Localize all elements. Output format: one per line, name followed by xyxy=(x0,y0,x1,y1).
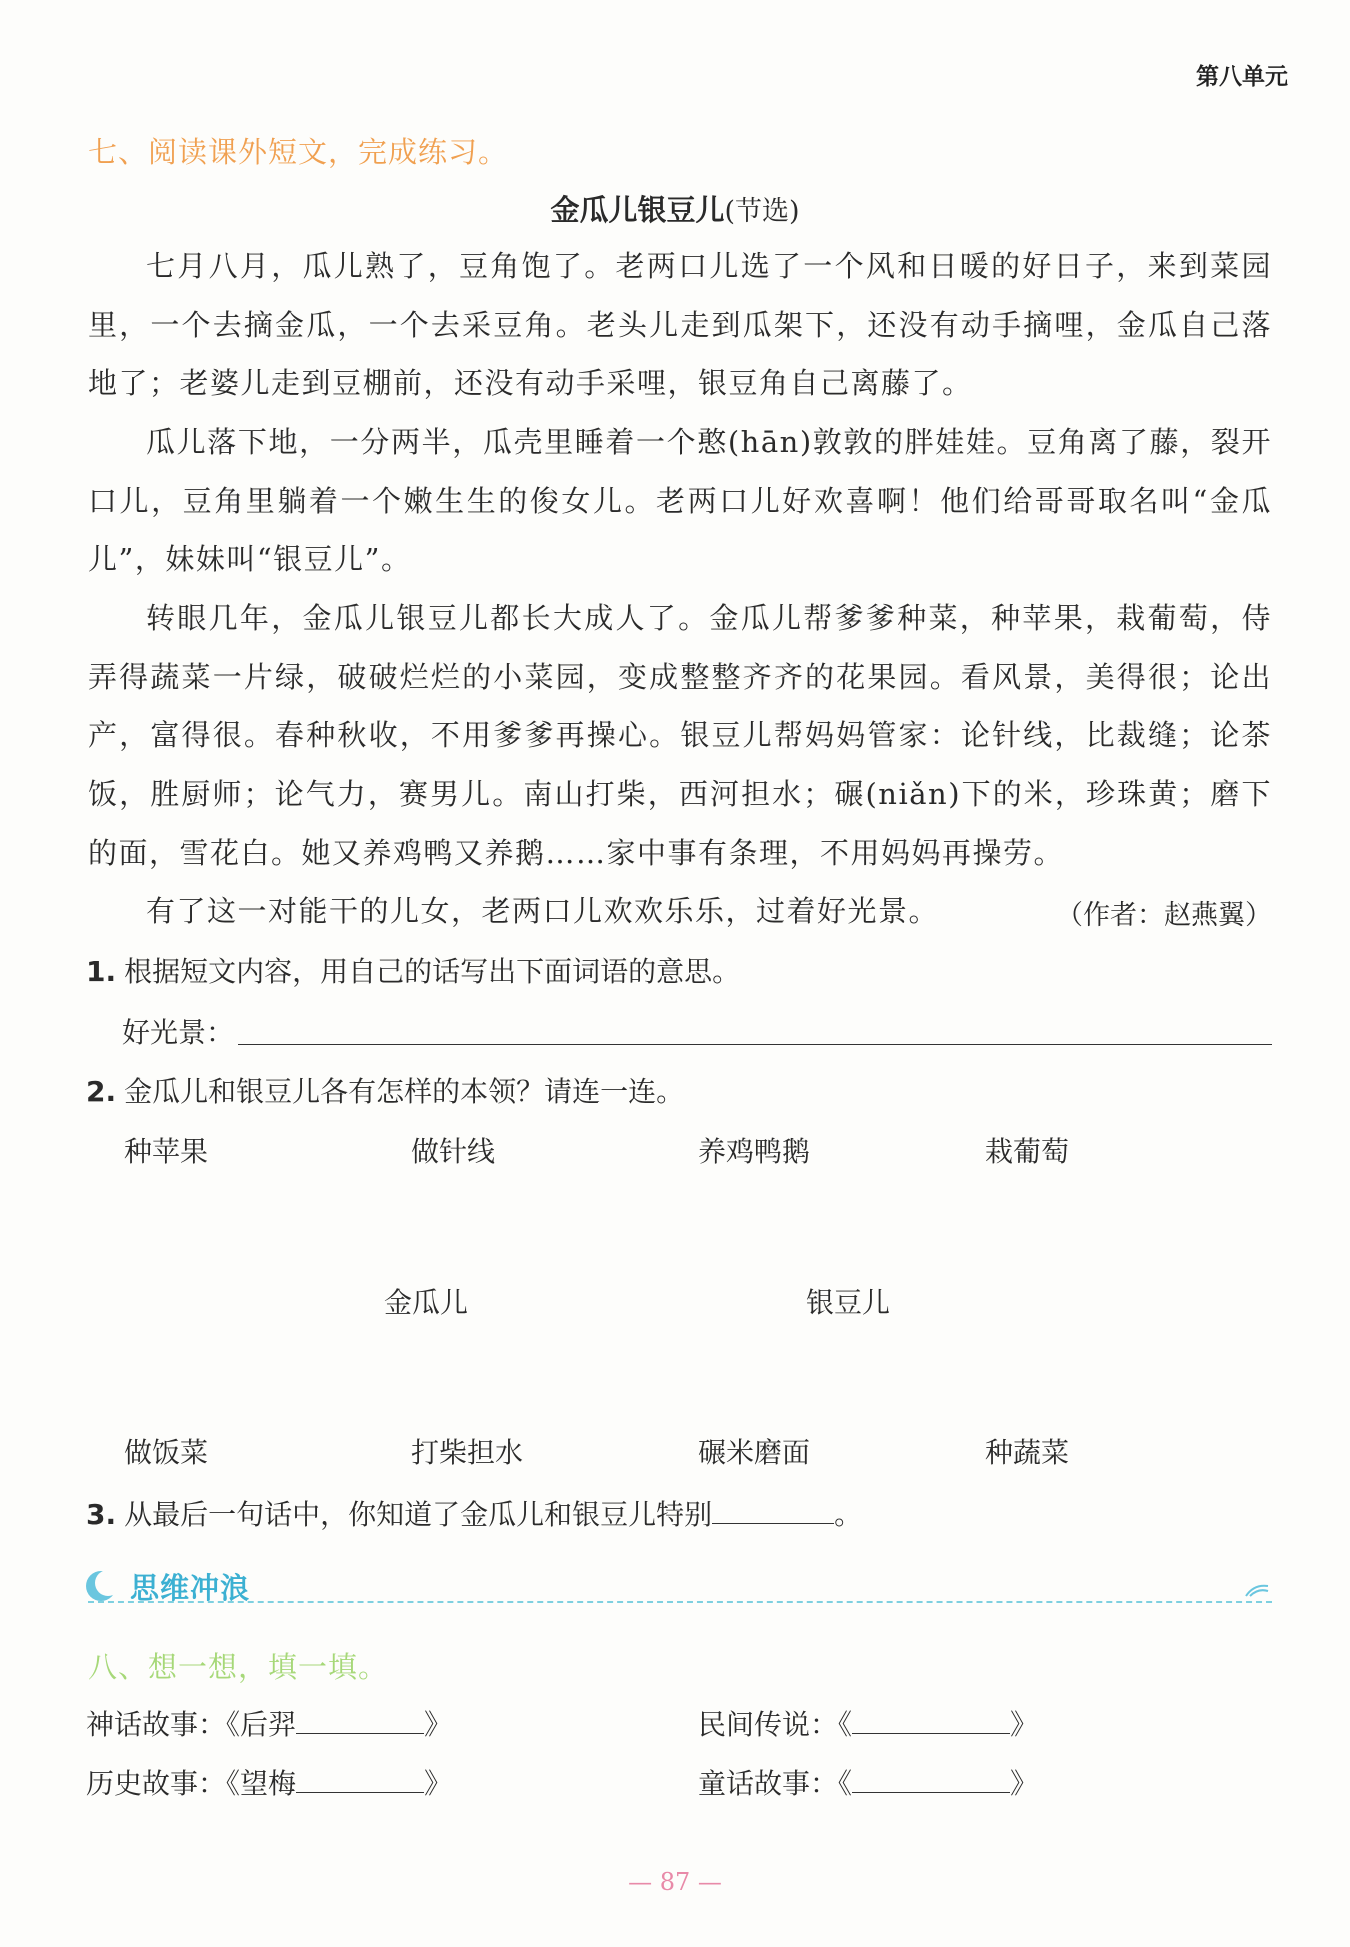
question-3 xyxy=(86,1493,862,1533)
fill-item-fairytale xyxy=(698,1762,1038,1802)
fill-item-close: 》 xyxy=(424,1708,453,1741)
fill-item-label: 神话故事： xyxy=(86,1708,227,1741)
paragraph-3: 转眼几年，金瓜儿银豆儿都长大成人了。金瓜儿帮爹爹种菜，种苹果，栽葡萄，侍弄得蔬菜一片绿，破破烂烂的小菜园，变成整整齐齐的花果园。看风景，美得很；论出产，富得很。春种秋收，不用爹爹再操心。银豆儿帮妈妈管家：论针线，比裁缝；论茶饭，胜厨师；论气力，赛男儿。南山打柴，西河担水；碾(niǎn)下的米，珍珠黄；磨下的面，雪花白。她又养鸡鸭又养鹅……家中事有条理，不用妈妈再操劳。 xyxy=(88,601,1272,870)
paragraph-2: 瓜儿落下地，一分两半，瓜壳里睡着一个憨(hān)敦敦的胖娃娃。豆角离了藤，裂开口儿，豆角里躺着一个嫩生生的俊女儿。老两口儿好欢喜啊！他们给哥哥取名叫“金瓜儿”，妹妹叫“银豆儿”。 xyxy=(88,425,1272,577)
fill-item-label: 历史故事： xyxy=(86,1767,227,1800)
banner-divider xyxy=(88,1598,1272,1603)
question-3-text: 从最后一句话中，你知道了金瓜儿和银豆儿特别 xyxy=(124,1498,713,1531)
fill-item-legend xyxy=(698,1703,1038,1743)
wave-icon xyxy=(1244,1582,1270,1598)
paragraph-4: 有了这一对能干的儿女，老两口儿欢欢乐乐，过着好光景。 xyxy=(146,894,940,928)
answer-line-q1[interactable] xyxy=(238,1044,1272,1045)
skill-item[interactable]: 种苹果 xyxy=(124,1135,209,1168)
answer-blank-q3[interactable] xyxy=(712,1497,834,1524)
question-1-number: 1. xyxy=(86,955,117,988)
paragraph-1: 七月八月，瓜儿熟了，豆角饱了。老两口儿选了一个风和日暖的好日子，来到菜园里，一个去摘金瓜，一个去采豆角。老头儿走到瓜架下，还没有动手摘哩，金瓜自己落地了；老婆儿走到豆棚前，还没有动手采哩，银豆角自己离藤了。 xyxy=(88,249,1272,401)
skill-item[interactable]: 做饭菜 xyxy=(124,1436,209,1469)
skill-item[interactable]: 栽葡萄 xyxy=(985,1135,1070,1168)
question-2 xyxy=(86,1070,684,1110)
question-3-number: 3. xyxy=(86,1498,117,1531)
section-7-heading: 七、阅读课外短文，完成练习。 xyxy=(88,135,509,169)
section-8-heading: 八、想一想，填一填。 xyxy=(88,1650,389,1684)
fill-item-close: 》 xyxy=(1010,1708,1039,1741)
fill-item-open: 《望梅 xyxy=(226,1767,297,1800)
character-yindou[interactable]: 银豆儿 xyxy=(806,1286,891,1319)
fill-item-open: 《 xyxy=(838,1767,853,1800)
question-1-text: 根据短文内容，用自己的话写出下面词语的意思。 xyxy=(124,955,741,988)
answer-blank[interactable] xyxy=(296,1766,424,1793)
page-number: — 87 — xyxy=(628,1868,722,1896)
passage-title-note: (节选) xyxy=(724,196,800,227)
answer-blank[interactable] xyxy=(852,1707,1010,1734)
unit-label: 第八单元 xyxy=(1196,64,1288,90)
skill-item[interactable]: 碾米磨面 xyxy=(698,1436,811,1469)
fill-item-label: 童话故事： xyxy=(698,1767,839,1800)
fill-item-history xyxy=(86,1762,452,1802)
fill-item-close: 》 xyxy=(424,1767,453,1800)
passage-title-text: 金瓜儿银豆儿 xyxy=(550,193,725,227)
banner-title: 思维冲浪 xyxy=(130,1571,251,1605)
moon-icon xyxy=(86,1571,116,1601)
answer-blank[interactable] xyxy=(852,1766,1010,1793)
question-3-end: 。 xyxy=(834,1498,863,1531)
skill-item[interactable]: 养鸡鸭鹅 xyxy=(698,1135,811,1168)
fill-item-open: 《 xyxy=(838,1708,853,1741)
question-2-number: 2. xyxy=(86,1075,117,1108)
skill-item[interactable]: 做针线 xyxy=(411,1135,496,1168)
author-credit: （作者：赵燕翼） xyxy=(1056,900,1272,931)
fill-item-label: 民间传说： xyxy=(698,1708,839,1741)
question-2-text: 金瓜儿和银豆儿各有怎样的本领？请连一连。 xyxy=(124,1075,685,1108)
question-1-prompt: 好光景： xyxy=(122,1016,235,1049)
skill-item[interactable]: 打柴担水 xyxy=(411,1436,524,1469)
answer-blank[interactable] xyxy=(296,1707,424,1734)
passage-title xyxy=(0,188,1350,229)
question-1 xyxy=(86,950,740,990)
fill-item-myth xyxy=(86,1703,452,1743)
fill-item-open: 《后羿 xyxy=(226,1708,297,1741)
character-jingua[interactable]: 金瓜儿 xyxy=(384,1286,469,1319)
fill-item-close: 》 xyxy=(1010,1767,1039,1800)
skill-item[interactable]: 种蔬菜 xyxy=(985,1436,1070,1469)
